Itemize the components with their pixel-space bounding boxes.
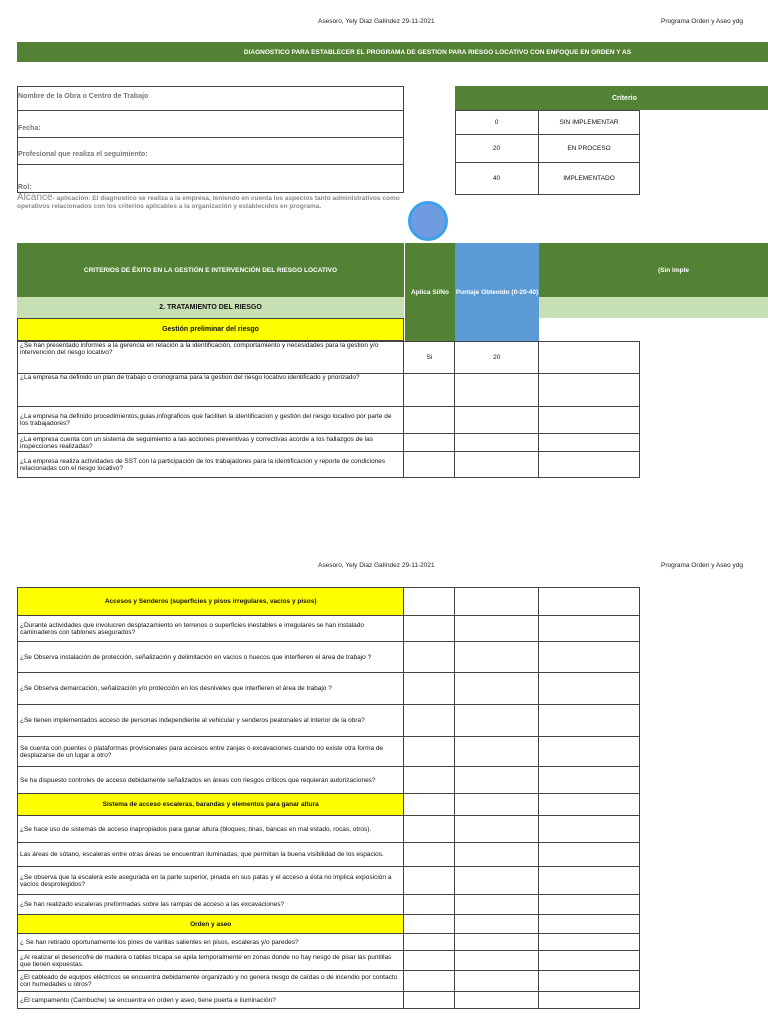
extra-cell[interactable] (539, 374, 640, 407)
puntaje-cell[interactable] (455, 915, 539, 934)
extra-cell[interactable] (539, 915, 640, 934)
extra-cell[interactable] (539, 407, 640, 434)
table-row (18, 767, 640, 794)
criterios-header: CRITERIOS DE ÉXITO EN LA GESTIÓN E INTERVENCIÓN DEL RIESGO LOCATIVO (17, 243, 404, 297)
aplica-header: Aplica Si/No (404, 243, 455, 341)
aplica-cell[interactable] (404, 642, 455, 673)
info-fields-box (17, 86, 404, 193)
extra-cell[interactable] (539, 992, 640, 1009)
question-text: ¿Se Observa demarcación, señalización y/o protección en los desniveles que interfieren el área de trabajo ? (18, 673, 404, 705)
puntaje-cell[interactable] (455, 816, 539, 843)
puntaje-cell[interactable] (455, 705, 539, 737)
extra-cell[interactable] (539, 895, 640, 915)
table-row (18, 673, 640, 705)
table-row (18, 342, 640, 374)
aplica-cell[interactable] (404, 794, 455, 816)
question-text: ¿Se observa que la escalera este asegurada en la parte superior, pinada en sus patas y el acceso a ésta no implica exposición a vacíos desprotegidos? (18, 867, 404, 895)
table-row (18, 971, 640, 992)
section-title: Orden y aseo (18, 915, 404, 934)
table-row (18, 705, 640, 737)
puntaje-cell[interactable] (455, 434, 539, 452)
puntaje-cell[interactable] (455, 673, 539, 705)
table-row (18, 642, 640, 673)
aplica-cell[interactable] (404, 895, 455, 915)
subsection-title: Gestión preliminar del riesgo (17, 318, 404, 341)
section-row (18, 588, 640, 616)
criteria-title: Criterio (455, 86, 768, 110)
divider (17, 137, 404, 138)
table-row (18, 895, 640, 915)
table-row (18, 992, 640, 1009)
aplica-cell[interactable] (404, 915, 455, 934)
alcance-label: Alcance (17, 192, 53, 203)
question-text: ¿Se han realizado escaleras preformadas sobre las rampas de acceso a las excavaciones? (18, 895, 404, 915)
puntaje-cell[interactable] (455, 895, 539, 915)
puntaje-cell[interactable] (455, 934, 539, 951)
extra-cell[interactable] (539, 342, 640, 374)
criteria-score: 20 (492, 144, 501, 152)
table-row (18, 934, 640, 951)
aplica-cell[interactable] (404, 374, 455, 407)
aplica-cell[interactable] (404, 673, 455, 705)
aplica-cell[interactable] (404, 971, 455, 992)
puntaje-cell[interactable] (455, 867, 539, 895)
puntaje-cell[interactable] (455, 951, 539, 971)
question-text: ¿Se han presentado informes a la gerencia en relación a la identificación, comportamiento y necesidades para la gestion y/o intervención del riesgo locativo? (18, 342, 404, 374)
sin-impl-header-text: (Sin Imple (657, 266, 690, 274)
page1-header-left: Asesoro, Yely Diaz Galíndez 29-11-2021 (318, 18, 435, 25)
shape-circle-handle[interactable] (408, 201, 448, 241)
questions-table (17, 341, 640, 478)
question-text: ¿Se hace uso de sistemas de acceso inapropiados para ganar altura (bloques, tinas, bancas en mal estado, rocas, otros). (18, 816, 404, 843)
page1-header-right: Programa Orden y Aseo ydg (661, 18, 744, 25)
question-text: ¿ Se han retirado oportunamente los pines de varillas salientes en pisos, escaleras y/o paredes? (18, 934, 404, 951)
aplica-cell[interactable] (404, 434, 455, 452)
puntaje-header: Puntaje Obtenido (0-20-40) (455, 243, 539, 341)
puntaje-cell[interactable] (455, 794, 539, 816)
table-row (18, 843, 640, 867)
question-text: ¿La empresa cuenta con un sistema de seguimiento a las acciones preventivas y correctivas acorde a los hallazgos de las inspecciones realizadas? (18, 434, 404, 452)
alcance-body: - aplicación: El diagnostico se realiza a la empresa, teniendo en cuenta los aspectos tanto administrativos como operativos relacionados con los criterios aplicables a la organización y establecidos en programa. (17, 195, 400, 210)
banner-title (17, 42, 768, 62)
divider (17, 164, 404, 165)
page2-header-right: Programa Orden y Aseo ydg (661, 562, 744, 569)
question-text: Se cuenta con puentes o plataformas provisionales para accesos entre zanjas o excavaciones cuando no existe otra forma de desplazarse de un lugar a otro? (18, 737, 404, 767)
table-row (18, 616, 640, 642)
table-row (18, 434, 640, 452)
question-text: Se ha dispuesto controles de acceso debidamente señalizados en áreas con riesgos críticos que requieran autorizaciones? (18, 767, 404, 794)
table-row (18, 951, 640, 971)
extra-cell[interactable] (539, 843, 640, 867)
question-text: ¿Al realizar el desencofre de madera o tablas tricapa se apila temporalmente en zonas donde no hay riesgo de pisar las puntillas que tienen expuestas. (18, 951, 404, 971)
rol-field-label: Rol: (18, 184, 32, 191)
criteria-label: IMPLEMENTADO (563, 175, 615, 182)
aplica-cell[interactable] (404, 867, 455, 895)
banner-title-text: DIAGNOSTICO PARA ESTABLECER EL PROGRAMA DE GESTION PARA RIESGO LOCATIVO CON ENFOQUE EN ORDEN Y AS (243, 48, 632, 56)
section-title: 2. TRATAMIENTO DEL RIESGO (17, 297, 404, 318)
puntaje-cell[interactable] (455, 407, 539, 434)
section-title: Sistema de acceso escaleras, barandas y elementos para ganar altura (18, 794, 404, 816)
criteria-label: EN PROCESO (567, 144, 611, 152)
aplica-cell[interactable] (404, 616, 455, 642)
extra-cell[interactable] (539, 816, 640, 843)
extra-cell[interactable] (539, 673, 640, 705)
puntaje-cell[interactable] (455, 992, 539, 1009)
fecha-field-label: Fecha: (18, 125, 41, 132)
criteria-score: 0 (494, 118, 499, 126)
aplica-cell[interactable] (404, 737, 455, 767)
question-text: ¿Durante actividades que involucren desplazamiento en terrenos o superficies inestables e irregulares se han instalado caminaderos con tablones asegurados? (18, 616, 404, 642)
question-text: Las áreas de sótano, escaleras entre otras áreas se encuentran iluminadas, que permitan la buena visibilidad de los espacios. (18, 843, 404, 867)
aplica-cell[interactable]: Si (404, 342, 455, 374)
section-title-fill (539, 297, 768, 318)
aplica-cell[interactable] (404, 407, 455, 434)
aplica-cell[interactable] (404, 588, 455, 616)
puntaje-cell[interactable] (455, 737, 539, 767)
obra-field-label: Nombre de la Obra o Centro de Trabajo (18, 93, 149, 100)
aplica-cell[interactable] (404, 951, 455, 971)
puntaje-cell[interactable] (455, 843, 539, 867)
question-text: ¿La empresa realiza actividades de SST con la participación de los trabajadores para la identificacion y reporte de condiciones relacionadas con el riesgo locativo? (18, 452, 404, 478)
questions-table-2 (17, 587, 640, 1009)
extra-cell[interactable] (539, 867, 640, 895)
puntaje-cell[interactable]: 20 (455, 342, 539, 374)
extra-cell[interactable] (539, 434, 640, 452)
section-row (18, 794, 640, 816)
page2-header-left: Asesoro, Yely Diaz Galíndez 29-11-2021 (318, 562, 435, 569)
puntaje-cell[interactable] (455, 616, 539, 642)
question-text: ¿El cableado de equipos eléctricos se encuentra debidamente organizado y no genera riesgo de caídas o de incendio por contacto con humedades u otros? (18, 971, 404, 992)
question-text: ¿El campamento (Cambuche) se encuentra en orden y aseo, tiene puerta e iluminación? (18, 992, 404, 1009)
sin-impl-header (539, 243, 768, 297)
aplica-cell[interactable] (404, 816, 455, 843)
question-text: ¿La empresa ha definido un plan de trabajo o cronograma para la gestion del riesgo locativo identificado y priorizado? (18, 374, 404, 407)
aplica-cell[interactable] (404, 992, 455, 1009)
extra-cell[interactable] (539, 794, 640, 816)
puntaje-cell[interactable] (455, 971, 539, 992)
table-row (18, 737, 640, 767)
table-row (18, 452, 640, 478)
question-text: ¿La empresa ha definido procedimientos,guias,infograficos que faciliten la identificacion y gestión del riesgo locativo por parte de los trabajadores? (18, 407, 404, 434)
extra-cell[interactable] (539, 705, 640, 737)
extra-cell[interactable] (539, 737, 640, 767)
extra-cell[interactable] (539, 642, 640, 673)
puntaje-cell[interactable] (455, 374, 539, 407)
extra-cell[interactable] (539, 971, 640, 992)
aplica-cell[interactable] (404, 705, 455, 737)
criteria-label: SIN IMPLEMENTAR (559, 118, 619, 126)
table-row (18, 374, 640, 407)
extra-cell[interactable] (539, 452, 640, 478)
puntaje-cell[interactable] (455, 588, 539, 616)
aplica-cell[interactable] (404, 452, 455, 478)
question-text: ¿Se tienen implementados acceso de personas independiente al vehicular y senderos peatonales al interior de la obra? (18, 705, 404, 737)
extra-cell[interactable] (539, 767, 640, 794)
profesional-field-label: Profesional que realiza el seguimiento: (18, 151, 148, 158)
puntaje-cell[interactable] (455, 767, 539, 794)
extra-cell[interactable] (539, 951, 640, 971)
alcance-text (17, 194, 407, 211)
table-row (18, 867, 640, 895)
aplica-cell[interactable] (404, 843, 455, 867)
section-title: Accesos y Senderos (superficies y pisos irregulares, vacios y pisos) (18, 588, 404, 616)
criteria-score: 40 (492, 175, 501, 182)
extra-cell[interactable] (539, 934, 640, 951)
question-text: ¿Se Observa instalación de protección, señalización y delimitación en vacíos o huecos que interfieren el área de trabajo ? (18, 642, 404, 673)
puntaje-cell[interactable] (455, 452, 539, 478)
divider (17, 110, 404, 111)
table-row (18, 816, 640, 843)
section-row (18, 915, 640, 934)
extra-cell[interactable] (539, 588, 640, 616)
table-row (18, 407, 640, 434)
aplica-cell[interactable] (404, 767, 455, 794)
puntaje-cell[interactable] (455, 642, 539, 673)
aplica-cell[interactable] (404, 934, 455, 951)
extra-cell[interactable] (539, 616, 640, 642)
